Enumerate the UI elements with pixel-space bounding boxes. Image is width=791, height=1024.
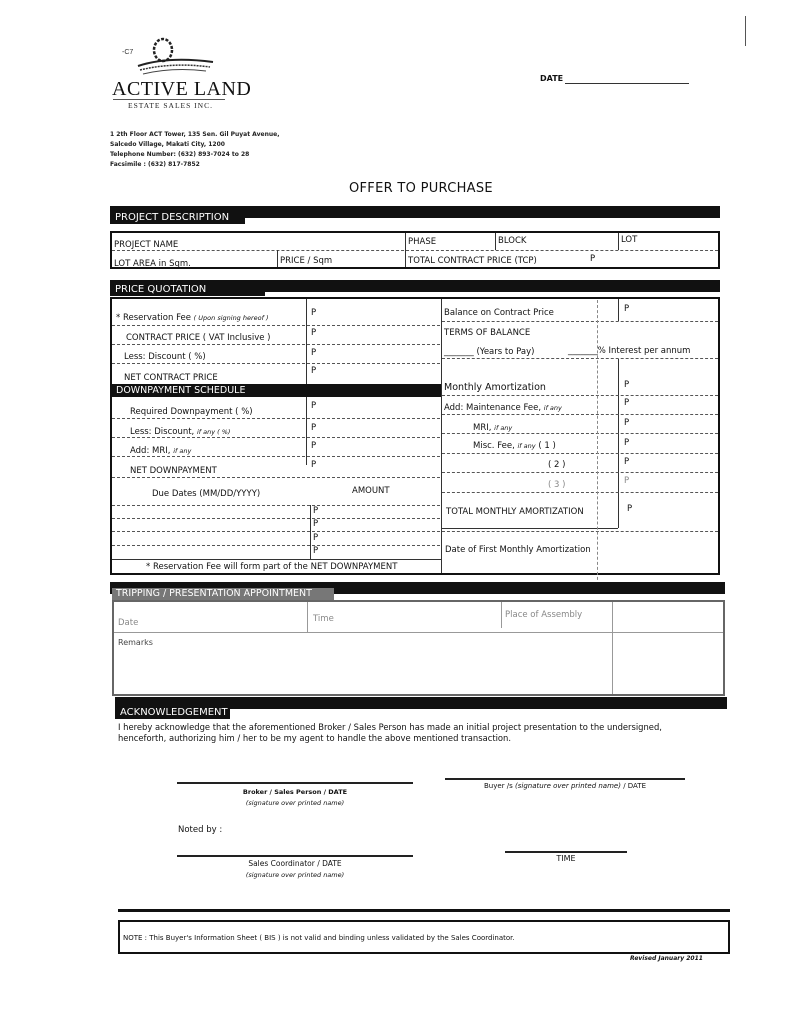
acknowledgement-text — [118, 722, 662, 744]
lot-area-field[interactable]: LOT AREA in Sqm. — [114, 259, 191, 269]
contract-price-currency: P — [311, 328, 317, 338]
row-divider — [442, 492, 718, 493]
dp-discount-currency: P — [311, 423, 317, 433]
mri-note: if any — [494, 424, 513, 432]
misc-fee-2-suffix[interactable]: ( 2 ) — [548, 460, 566, 470]
misc-fee-1-label[interactable] — [473, 441, 556, 451]
block-field[interactable]: BLOCK — [498, 236, 527, 246]
row-divider — [442, 414, 718, 415]
buyer-italic-label: (signature over printed name) — [515, 782, 621, 790]
amount-label: AMOUNT — [352, 486, 390, 496]
coordinator-sublabel: (signature over printed name) — [245, 871, 345, 879]
tripping-box — [112, 600, 725, 696]
terms-of-balance-label: TERMS OF BALANCE — [444, 328, 531, 338]
facsimile: Facsimile : (632) 817-7852 — [110, 161, 200, 168]
maintenance-fee-text: Add: Maintenance Fee, — [444, 403, 542, 413]
row-divider — [442, 395, 718, 396]
contract-price-label[interactable]: CONTRACT PRICE ( VAT Inclusive ) — [126, 333, 271, 343]
schedule-amount-1[interactable]: P — [313, 506, 319, 516]
buyer-signature-line[interactable] — [445, 778, 685, 780]
acknowledgement-header: ACKNOWLEDGEMENT — [115, 707, 230, 719]
buyer-label: Buyer /s — [484, 782, 513, 790]
dp-discount-text: Less: Discount, — [130, 427, 195, 437]
tripping-place-field[interactable]: Place of Assembly — [505, 610, 583, 620]
broker-caption — [177, 788, 413, 807]
phase-field[interactable]: PHASE — [408, 237, 437, 247]
row-divider — [442, 358, 718, 359]
dp-mri-note: if any — [173, 447, 192, 455]
right-amount-divider — [618, 499, 619, 528]
due-dates-label: Due Dates (MM/DD/YYYY) — [152, 489, 261, 499]
date-field[interactable] — [540, 74, 563, 83]
buyer-caption — [445, 782, 685, 790]
broker-signature-line[interactable] — [177, 782, 413, 784]
reservation-fee-label[interactable] — [116, 313, 269, 323]
row-divider — [114, 632, 723, 633]
maintenance-fee-currency: P — [624, 398, 630, 408]
form-title: OFFER TO PURCHASE — [349, 181, 493, 196]
tcp-field[interactable]: TOTAL CONTRACT PRICE (TCP) — [408, 256, 537, 266]
discount-currency: P — [311, 348, 317, 358]
col-divider — [307, 602, 308, 632]
row-divider — [112, 545, 440, 546]
right-amount-divider — [618, 359, 619, 499]
misc-fee-3-currency: P — [624, 476, 630, 486]
row-divider — [442, 472, 718, 473]
net-downpayment-label[interactable]: NET DOWNPAYMENT — [130, 466, 217, 476]
downpayment-footnote: * Reservation Fee will form part of the NET DOWNPAYMENT — [146, 562, 398, 572]
row-divider — [442, 321, 718, 322]
col-divider — [495, 233, 496, 250]
project-row-divider — [112, 250, 718, 251]
row-divider — [112, 531, 440, 532]
row-divider — [442, 528, 618, 529]
monthly-amortization-currency: P — [624, 380, 630, 390]
tcp-currency: P — [590, 254, 596, 264]
logo-underline — [113, 99, 225, 100]
discount-label[interactable]: Less: Discount ( %) — [124, 352, 206, 362]
broker-sublabel: (signature over printed name) — [245, 799, 345, 807]
row-divider — [442, 453, 718, 454]
misc-fee-1-currency: P — [624, 438, 630, 448]
reservation-fee-currency: P — [311, 308, 317, 318]
coordinator-signature-line[interactable] — [177, 855, 413, 857]
schedule-amount-4[interactable]: P — [313, 546, 319, 556]
left-amount-divider — [306, 397, 307, 465]
mri-label[interactable] — [473, 423, 512, 433]
total-monthly-amortization-currency: P — [627, 504, 633, 514]
company-name: ACTIVE LAND — [112, 78, 252, 100]
scan-artifact-line — [597, 300, 598, 590]
coordinator-label: Sales Coordinator / DATE — [248, 859, 342, 868]
required-downpayment-currency: P — [311, 401, 317, 411]
row-divider — [112, 325, 440, 326]
row-divider — [112, 518, 440, 519]
downpayment-header: DOWNPAYMENT SCHEDULE — [116, 385, 246, 396]
lot-field[interactable]: LOT — [621, 235, 638, 245]
schedule-amount-2[interactable]: P — [313, 519, 319, 529]
company-subtitle: ESTATE SALES INC. — [128, 101, 213, 110]
left-amount-divider — [310, 505, 311, 560]
time-line[interactable] — [505, 851, 627, 853]
note-top-rule — [118, 909, 730, 912]
row-divider — [112, 559, 441, 560]
col-divider — [612, 602, 613, 694]
date-line — [565, 83, 689, 84]
acknowledgement-line2: henceforth, authorizing him / her to be my agent to handle the above mentioned transaction. — [118, 733, 512, 743]
reservation-fee-text: * Reservation Fee — [116, 313, 191, 323]
address-line2: Salcedo Village, Makati City, 1200 — [110, 141, 225, 148]
dp-discount-note: if any ( %) — [196, 428, 231, 436]
net-contract-price-label[interactable]: NET CONTRACT PRICE — [124, 373, 218, 383]
dp-mri-label[interactable] — [130, 446, 191, 456]
coordinator-caption — [177, 859, 413, 879]
monthly-amortization-label[interactable]: Monthly Amortization — [444, 382, 546, 393]
tripping-time-field[interactable]: Time — [313, 614, 334, 624]
revised-label: Revised January 2011 — [630, 955, 703, 962]
misc-fee-2-currency: P — [624, 457, 630, 467]
row-divider — [112, 344, 440, 345]
tripping-date-field[interactable]: Date — [118, 618, 139, 628]
date-label: DATE — [540, 74, 564, 83]
scan-edge-mark — [745, 16, 746, 46]
col-divider — [277, 250, 278, 267]
dp-mri-text: Add: MRI, — [130, 446, 171, 456]
dp-mri-currency: P — [311, 441, 317, 451]
price-sqm-field[interactable]: PRICE / Sqm — [280, 256, 333, 266]
col-divider — [618, 233, 619, 250]
interest-field[interactable]: _______% Interest per annum — [568, 346, 691, 356]
years-to-pay-field[interactable]: _______ (Years to Pay) — [444, 347, 535, 357]
balance-label[interactable]: Balance on Contract Price — [444, 308, 554, 318]
misc-fee-note: if any — [517, 442, 536, 450]
total-monthly-amortization-label[interactable]: TOTAL MONTHLY AMORTIZATION — [446, 507, 584, 517]
first-amortization-date-label[interactable]: Date of First Monthly Amortization — [445, 545, 591, 555]
misc-fee-1-suffix: ( 1 ) — [538, 441, 556, 451]
time-label: TIME — [556, 854, 576, 863]
maintenance-fee-note: if any — [543, 404, 562, 412]
col-divider — [501, 602, 502, 628]
price-quotation-header: PRICE QUOTATION — [110, 284, 265, 296]
right-amount-divider — [618, 299, 619, 321]
mri-text: MRI, — [473, 423, 492, 433]
project-description-header: PROJECT DESCRIPTION — [110, 212, 245, 224]
row-divider — [112, 505, 440, 506]
dp-discount-label[interactable] — [130, 427, 230, 437]
telephone: Telephone Number: (632) 893-7024 to 28 — [110, 151, 250, 158]
remarks-field[interactable]: Remarks — [118, 638, 153, 647]
left-amount-divider — [306, 299, 307, 384]
svg-text:-C7: -C7 — [122, 49, 134, 56]
broker-label: Broker / Sales Person / DATE — [242, 788, 348, 796]
balance-currency: P — [624, 304, 630, 314]
required-downpayment-label[interactable]: Required Downpayment ( %) — [130, 407, 253, 417]
reservation-fee-note: ( Upon signing hereof ) — [193, 314, 269, 322]
misc-fee-text: Misc. Fee, — [473, 441, 515, 451]
acknowledgement-line1: I hereby acknowledge that the aforementioned Broker / Sales Person has made an initial project presentation to the undersigned, — [118, 722, 662, 732]
buyer-date-label: / DATE — [623, 782, 646, 790]
misc-fee-3-suffix[interactable]: ( 3 ) — [548, 480, 566, 490]
company-address — [110, 130, 279, 170]
row-divider — [112, 456, 440, 457]
tripping-header: TRIPPING / PRESENTATION APPOINTMENT — [112, 588, 334, 600]
row-divider — [442, 531, 718, 532]
schedule-amount-3[interactable]: P — [313, 533, 319, 543]
noted-by-label: Noted by : — [178, 825, 223, 835]
address-line1: 1 2th Floor ACT Tower, 135 Sen. Gil Puyat Avenue, — [110, 131, 280, 138]
note-text: NOTE : This Buyer's Information Sheet ( BIS ) is not valid and binding unless validated by the Sales Coordinator. — [123, 934, 515, 942]
maintenance-fee-label[interactable] — [444, 403, 562, 413]
row-divider — [112, 437, 440, 438]
mri-currency: P — [624, 418, 630, 428]
net-contract-price-currency: P — [311, 366, 317, 376]
net-downpayment-currency: P — [311, 460, 317, 470]
row-divider — [112, 363, 440, 364]
project-name-field[interactable]: PROJECT NAME — [114, 240, 179, 250]
row-divider — [112, 418, 440, 419]
col-divider — [405, 233, 406, 267]
row-divider — [112, 477, 440, 478]
row-divider — [442, 433, 718, 434]
